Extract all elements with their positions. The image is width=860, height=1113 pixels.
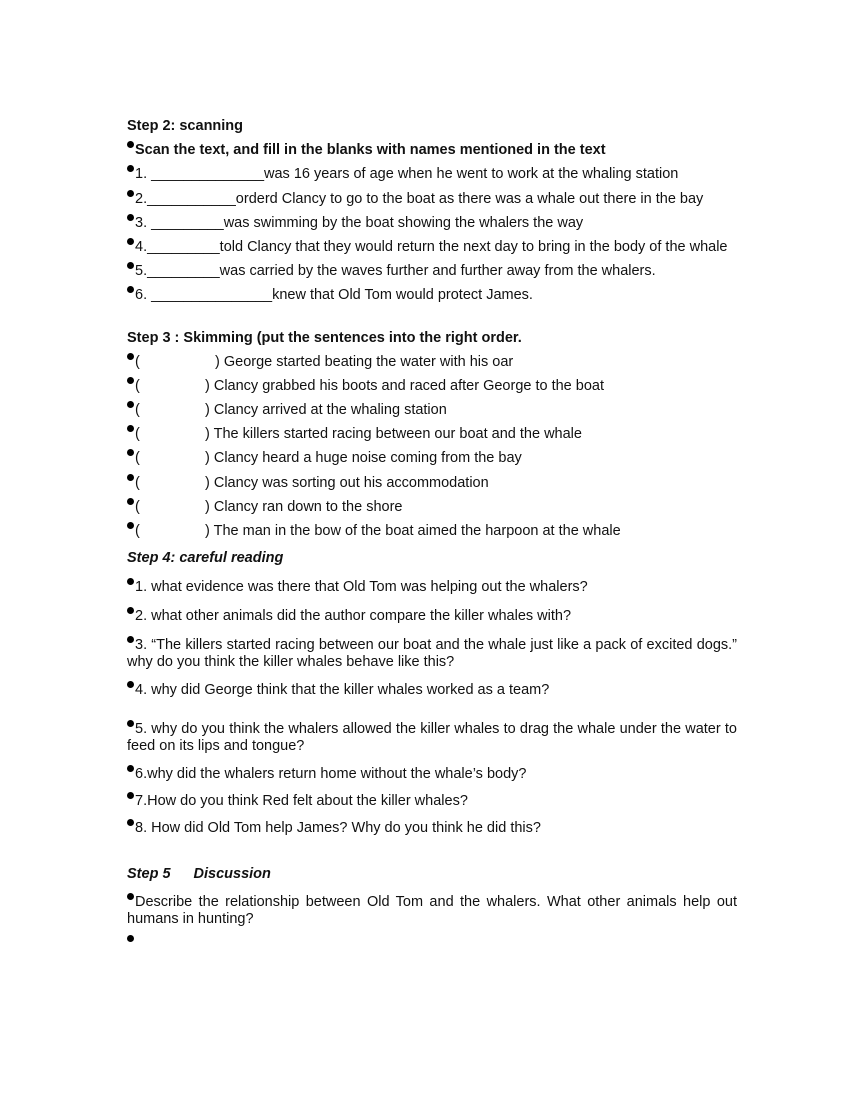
bullet-icon — [127, 522, 134, 529]
step2-instruction — [127, 142, 737, 159]
step4-question — [127, 793, 737, 810]
step2-item — [127, 287, 737, 304]
step2-item — [127, 166, 737, 183]
step2-item — [127, 215, 737, 232]
bullet-icon — [127, 190, 134, 197]
step4-question-text: 8. How did Old Tom help James? Why do you think he did this? — [135, 820, 541, 837]
spacer — [127, 711, 737, 721]
step5-prompt-text: Describe the relationship between Old Tom and the whalers. What other animals help out humans in hunting? — [127, 894, 737, 928]
order-blank: ( — [135, 498, 140, 515]
step4-question — [127, 820, 737, 837]
step4-question-text: 4. why did George think that the killer whales worked as a team? — [135, 682, 550, 699]
bullet-icon — [127, 425, 134, 432]
step3-heading: Step 3 : Skimming (put the sentences into the right order. — [127, 329, 522, 346]
step3-item — [127, 450, 737, 467]
bullet-icon — [127, 792, 134, 799]
order-blank: ( — [135, 377, 140, 394]
step3-item-text: ) Clancy was sorting out his accommodation — [205, 474, 489, 491]
step3-item — [127, 475, 737, 492]
step2-item-text: 6. _______________knew that Old Tom would protect James. — [135, 287, 533, 304]
step2-item — [127, 263, 737, 280]
bullet-icon — [127, 498, 134, 505]
bullet-icon — [127, 286, 134, 293]
step2-item-text: 1. ______________was 16 years of age when he went to work at the whaling station — [135, 166, 679, 183]
step4-question-text: 3. “The killers started racing between our boat and the whale just like a pack of excited dogs.” why do you think the killer whales behave like this? — [127, 637, 737, 671]
step4-question — [127, 579, 737, 596]
step3-item — [127, 402, 737, 419]
step4-heading: Step 4: careful reading — [127, 550, 284, 567]
bullet-icon — [127, 607, 134, 614]
order-blank: ( — [135, 523, 140, 539]
bullet-icon — [127, 449, 134, 456]
bullet-icon — [127, 353, 134, 360]
step4-question — [127, 766, 737, 783]
step2-item-text: 3. _________was swimming by the boat showing the whalers the way — [135, 214, 584, 231]
step4-question-text: 7.How do you think Red felt about the killer whales? — [135, 793, 468, 810]
step4-question — [127, 721, 737, 755]
spacer — [127, 847, 737, 866]
bullet-icon — [127, 765, 134, 772]
bullet-icon — [127, 578, 134, 585]
bullet-icon — [127, 262, 134, 269]
bullet-icon — [127, 214, 134, 221]
step3-item — [127, 499, 737, 516]
step3-item-text: ) Clancy ran down to the shore — [205, 498, 403, 515]
step2-item-text: 4._________told Clancy that they would return the next day to bring in the body of the whale — [135, 238, 728, 255]
bullet-icon — [127, 720, 134, 727]
bullet-icon — [127, 819, 134, 826]
step4-question — [127, 608, 737, 625]
step2-item — [127, 191, 737, 208]
step4-question — [127, 682, 737, 699]
step4-question-text: 1. what evidence was there that Old Tom was helping out the whalers? — [135, 579, 588, 596]
step3-item-text: ) The killers started racing between our boat and the whale — [205, 426, 582, 443]
bullet-icon — [127, 141, 134, 148]
bullet-icon — [127, 636, 134, 643]
step5-prompt — [127, 894, 737, 928]
step3-item — [127, 354, 737, 371]
bullet-icon — [127, 893, 134, 900]
step3-item-text: ) Clancy grabbed his boots and raced after George to the boat — [205, 377, 604, 394]
step4-question-text: 6.why did the whalers return home without the whale’s body? — [135, 766, 527, 783]
bullet-icon — [127, 681, 134, 688]
bullet-icon — [127, 474, 134, 481]
order-blank: ( — [135, 402, 140, 419]
bullet-icon — [127, 935, 134, 942]
step5-heading — [127, 866, 737, 883]
step2-item — [127, 239, 737, 256]
step2-heading: Step 2: scanning — [127, 118, 244, 134]
step5-heading-title: Discussion — [193, 866, 271, 883]
worksheet-content — [127, 118, 737, 960]
empty-bullet-line — [127, 936, 737, 953]
bullet-icon — [127, 401, 134, 408]
order-blank: ( — [135, 450, 140, 467]
step3-item-text: ) George started beating the water with his oar — [215, 353, 514, 370]
step2-item-text: 2.___________orderd Clancy to go to the boat as there was a whale out there in the bay — [135, 190, 704, 207]
bullet-icon — [127, 165, 134, 172]
order-blank: ( — [135, 474, 140, 491]
step3-item — [127, 523, 737, 540]
step2-item-text: 5._________was carried by the waves further and further away from the whalers. — [135, 263, 656, 280]
step4-question-text: 2. what other animals did the author compare the killer whales with? — [135, 608, 572, 625]
step3-item-text: ) Clancy heard a huge noise coming from the bay — [205, 450, 522, 467]
step3-item-text: ) The man in the bow of the boat aimed the harpoon at the whale — [205, 523, 621, 539]
spacer — [127, 312, 737, 330]
order-blank: ( — [135, 426, 140, 443]
step3-item — [127, 426, 737, 443]
step4-question-text: 5. why do you think the whalers allowed the killer whales to drag the whale under the water to feed on its lips and tongue? — [127, 721, 737, 755]
step3-item — [127, 378, 737, 395]
order-blank: ( — [135, 353, 140, 370]
step3-item-text: ) Clancy arrived at the whaling station — [205, 402, 447, 419]
bullet-icon — [127, 238, 134, 245]
bullet-icon — [127, 377, 134, 384]
step2-instruction-text: Scan the text, and fill in the blanks with names mentioned in the text — [135, 142, 606, 159]
step4-question — [127, 637, 737, 671]
step5-heading-step: Step 5 — [127, 866, 171, 883]
